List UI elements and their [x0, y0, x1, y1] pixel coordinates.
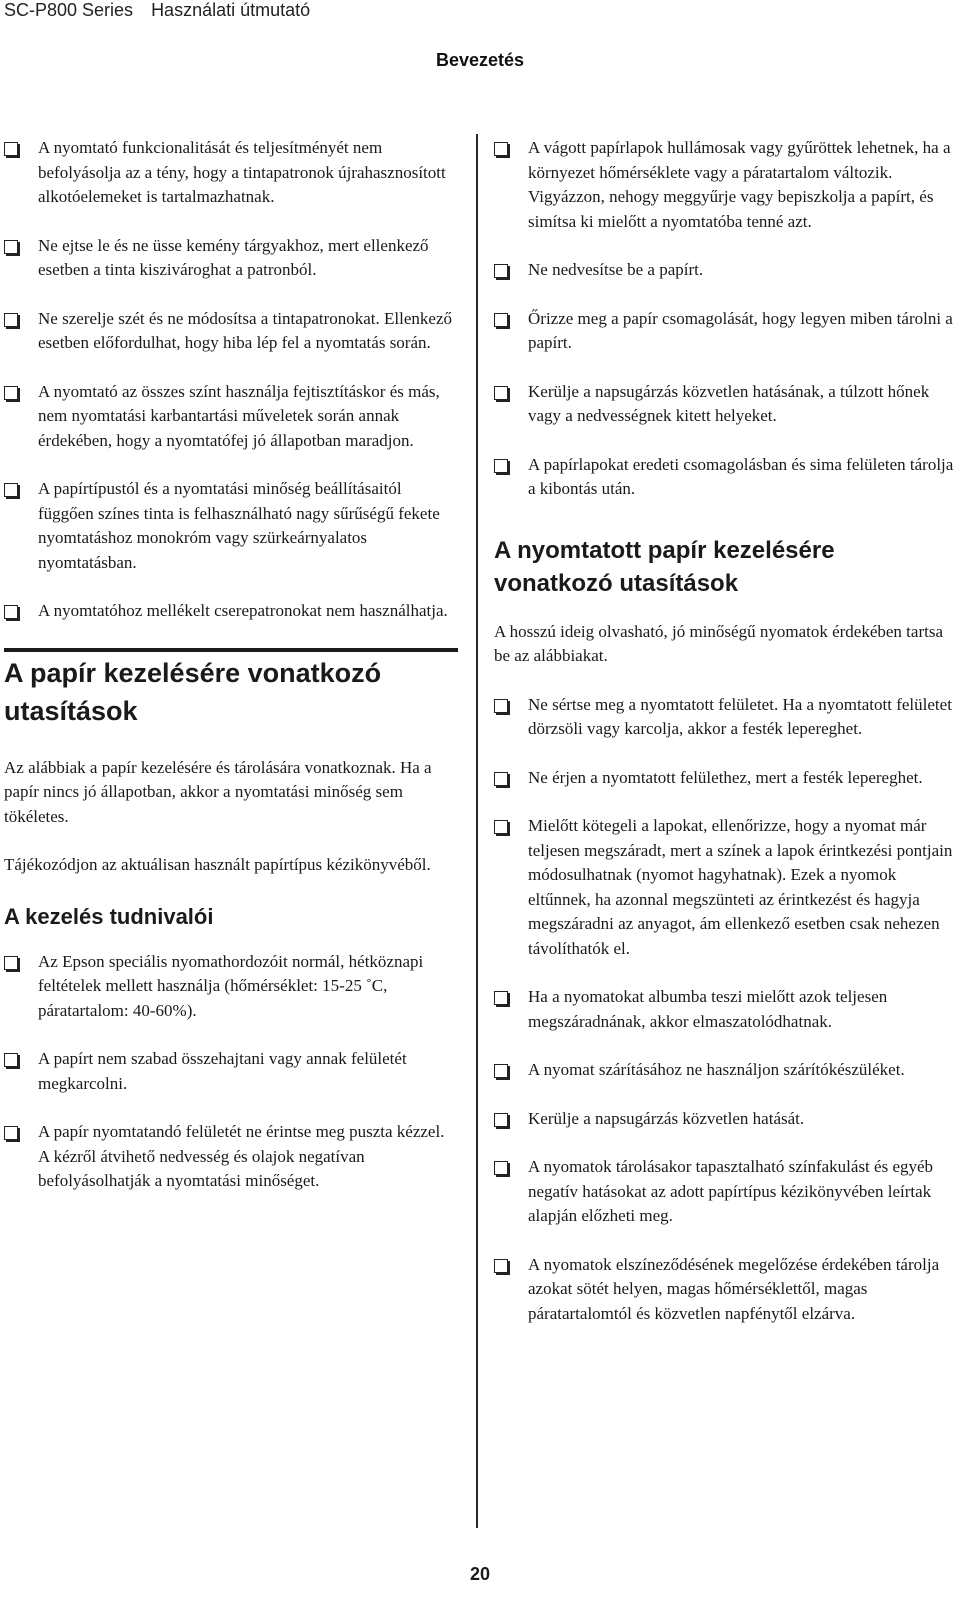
printed-paper-list — [494, 693, 956, 1327]
list-item: Mielőtt kötegeli a lapokat, ellenőrizze, hogy a nyomat már teljesen megszáradt, mert a színek a lapok érintkezési pontjain módosulhatnak (nyomot hagyhatnak). Ezek a nyomok eltűnnek, ha azonnal megszünteti az érintkezést és hagyja megszáradni az anyagot, ám ellenkező esetben csak nehezen távolíthatók el. — [494, 814, 956, 961]
list-item: A papírtípustól és a nyomtatási minőség beállításaitól függően színes tinta is felhasználható nagy sűrűségű fekete nyomtatáshoz monokróm vagy szürkeárnyalatos nyomtatásban. — [4, 477, 458, 575]
page-number: 20 — [469, 1564, 491, 1584]
left-column — [4, 136, 458, 1218]
list-item: Ne ejtse le és ne üsse kemény tárgyakhoz, mert ellenkező esetben a tinta kiszivároghat a patronból. — [4, 234, 458, 283]
checkbox-bullet-icon — [494, 142, 508, 156]
list-item: A papírt nem szabad összehajtani vagy annak felületét megkarcolni. — [4, 1047, 458, 1096]
list-item: A nyomatok elszíneződésének megelőzése érdekében tárolja azokat sötét helyen, magas hőmérséklettől, magas páratartalomtól és közvetlen napfénytől elzárva. — [494, 1253, 956, 1327]
running-header — [4, 0, 310, 21]
checkbox-bullet-icon — [494, 991, 508, 1005]
column-divider — [476, 134, 478, 1528]
list-item: Ne sértse meg a nyomtatott felületet. Ha a nyomtatott felületet dörzsöli vagy karcolja, akkor a festék lepereghet. — [494, 693, 956, 742]
list-item: A vágott papírlapok hullámosak vagy gyűröttek lehetnek, ha a környezet hőmérséklete vagy a páratartalom változik. Vigyázzon, nehogy meggyűrje vagy bepiszkolja a papírt, és simítsa ki mielőtt a nyomtatóba tenné azt. — [494, 136, 956, 234]
checkbox-bullet-icon — [4, 386, 18, 400]
right-column — [494, 136, 956, 1350]
list-item: A nyomtató funkcionalitását és teljesítményét nem befolyásolja az a tény, hogy a tintapatronok újrahasznosított alkotóelemeket is tartalmazhatnak. — [4, 136, 458, 210]
list-item: Az Epson speciális nyomathordozóit normál, hétköznapi feltételek mellett használja (hőmérséklet: 15-25 ˚C, páratartalom: 40-60%). — [4, 950, 458, 1024]
checkbox-bullet-icon — [494, 313, 508, 327]
paper-handling-heading: A papír kezelésére vonatkozó utasítások — [4, 648, 458, 730]
paper-storage-list — [494, 136, 956, 502]
list-item: A nyomatok tárolásakor tapasztalható színfakulást és egyéb negatív hatásokat az adott papírtípus kézikönyvében leírtak alapján előzheti meg. — [494, 1155, 956, 1229]
paper-reference-paragraph: Tájékozódjon az aktuálisan használt papírtípus kézikönyvéből. — [4, 855, 431, 874]
checkbox-bullet-icon — [494, 1064, 508, 1078]
checkbox-bullet-icon — [4, 1126, 18, 1140]
checkbox-bullet-icon — [4, 1053, 18, 1067]
printed-paper-intro: A hosszú ideig olvasható, jó minőségű nyomatok érdekében tartsa be az alábbiakat. — [494, 621, 943, 665]
section-title: Bevezetés — [435, 50, 525, 70]
list-item: A papír nyomtatandó felületét ne érintse meg puszta kézzel. A kézről átvihető nedvesség és olajok negatívan befolyásolhatják a nyomtatási minőséget. — [4, 1120, 458, 1194]
handling-notes-list — [4, 950, 458, 1194]
checkbox-bullet-icon — [494, 820, 508, 834]
paper-intro-paragraph: Az alábbiak a papír kezelésére és tárolására vonatkoznak. Ha a papír nincs jó állapotban, akkor a nyomtatási minőség sem tökéletes. — [4, 757, 432, 826]
checkbox-bullet-icon — [494, 772, 508, 786]
ink-notes-list — [4, 136, 458, 624]
checkbox-bullet-icon — [4, 956, 18, 970]
list-item: Kerülje a napsugárzás közvetlen hatásának, a túlzott hőnek vagy a nedvességnek kitett helyeket. — [494, 380, 956, 429]
checkbox-bullet-icon — [494, 699, 508, 713]
checkbox-bullet-icon — [494, 386, 508, 400]
handling-notes-heading: A kezelés tudnivalói — [4, 903, 214, 929]
checkbox-bullet-icon — [494, 1161, 508, 1175]
list-item: A papírlapokat eredeti csomagolásban és sima felületen tárolja a kibontás után. — [494, 453, 956, 502]
checkbox-bullet-icon — [4, 605, 18, 619]
checkbox-bullet-icon — [4, 313, 18, 327]
checkbox-bullet-icon — [4, 483, 18, 497]
printed-paper-heading: A nyomtatott papír kezelésére vonatkozó utasítások — [494, 536, 835, 597]
list-item: Kerülje a napsugárzás közvetlen hatását. — [494, 1107, 956, 1132]
checkbox-bullet-icon — [4, 142, 18, 156]
list-item: A nyomtató az összes színt használja fejtisztításkor és más, nem nyomtatási karbantartási műveletek során annak érdekében, hogy a nyomtatófej jó állapotban maradjon. — [4, 380, 458, 454]
list-item: Ne érjen a nyomtatott felülethez, mert a festék lepereghet. — [494, 766, 956, 791]
list-item: A nyomtatóhoz mellékelt cserepatronokat nem használhatja. — [4, 599, 458, 624]
list-item: Ha a nyomatokat albumba teszi mielőtt azok teljesen megszáradnának, akkor elmaszatolódhatnak. — [494, 985, 956, 1034]
document-title: Használati útmutató — [151, 0, 311, 20]
product-name: SC-P800 Series — [4, 0, 134, 20]
checkbox-bullet-icon — [494, 1259, 508, 1273]
checkbox-bullet-icon — [4, 240, 18, 254]
checkbox-bullet-icon — [494, 459, 508, 473]
checkbox-bullet-icon — [494, 1113, 508, 1127]
list-item: A nyomat szárításához ne használjon szárítókészüléket. — [494, 1058, 956, 1083]
list-item: Ne szerelje szét és ne módosítsa a tintapatronokat. Ellenkező esetben előfordulhat, hogy hiba lép fel a nyomtatás során. — [4, 307, 458, 356]
checkbox-bullet-icon — [494, 264, 508, 278]
list-item: Ne nedvesítse be a papírt. — [494, 258, 956, 283]
list-item: Őrizze meg a papír csomagolását, hogy legyen miben tárolni a papírt. — [494, 307, 956, 356]
